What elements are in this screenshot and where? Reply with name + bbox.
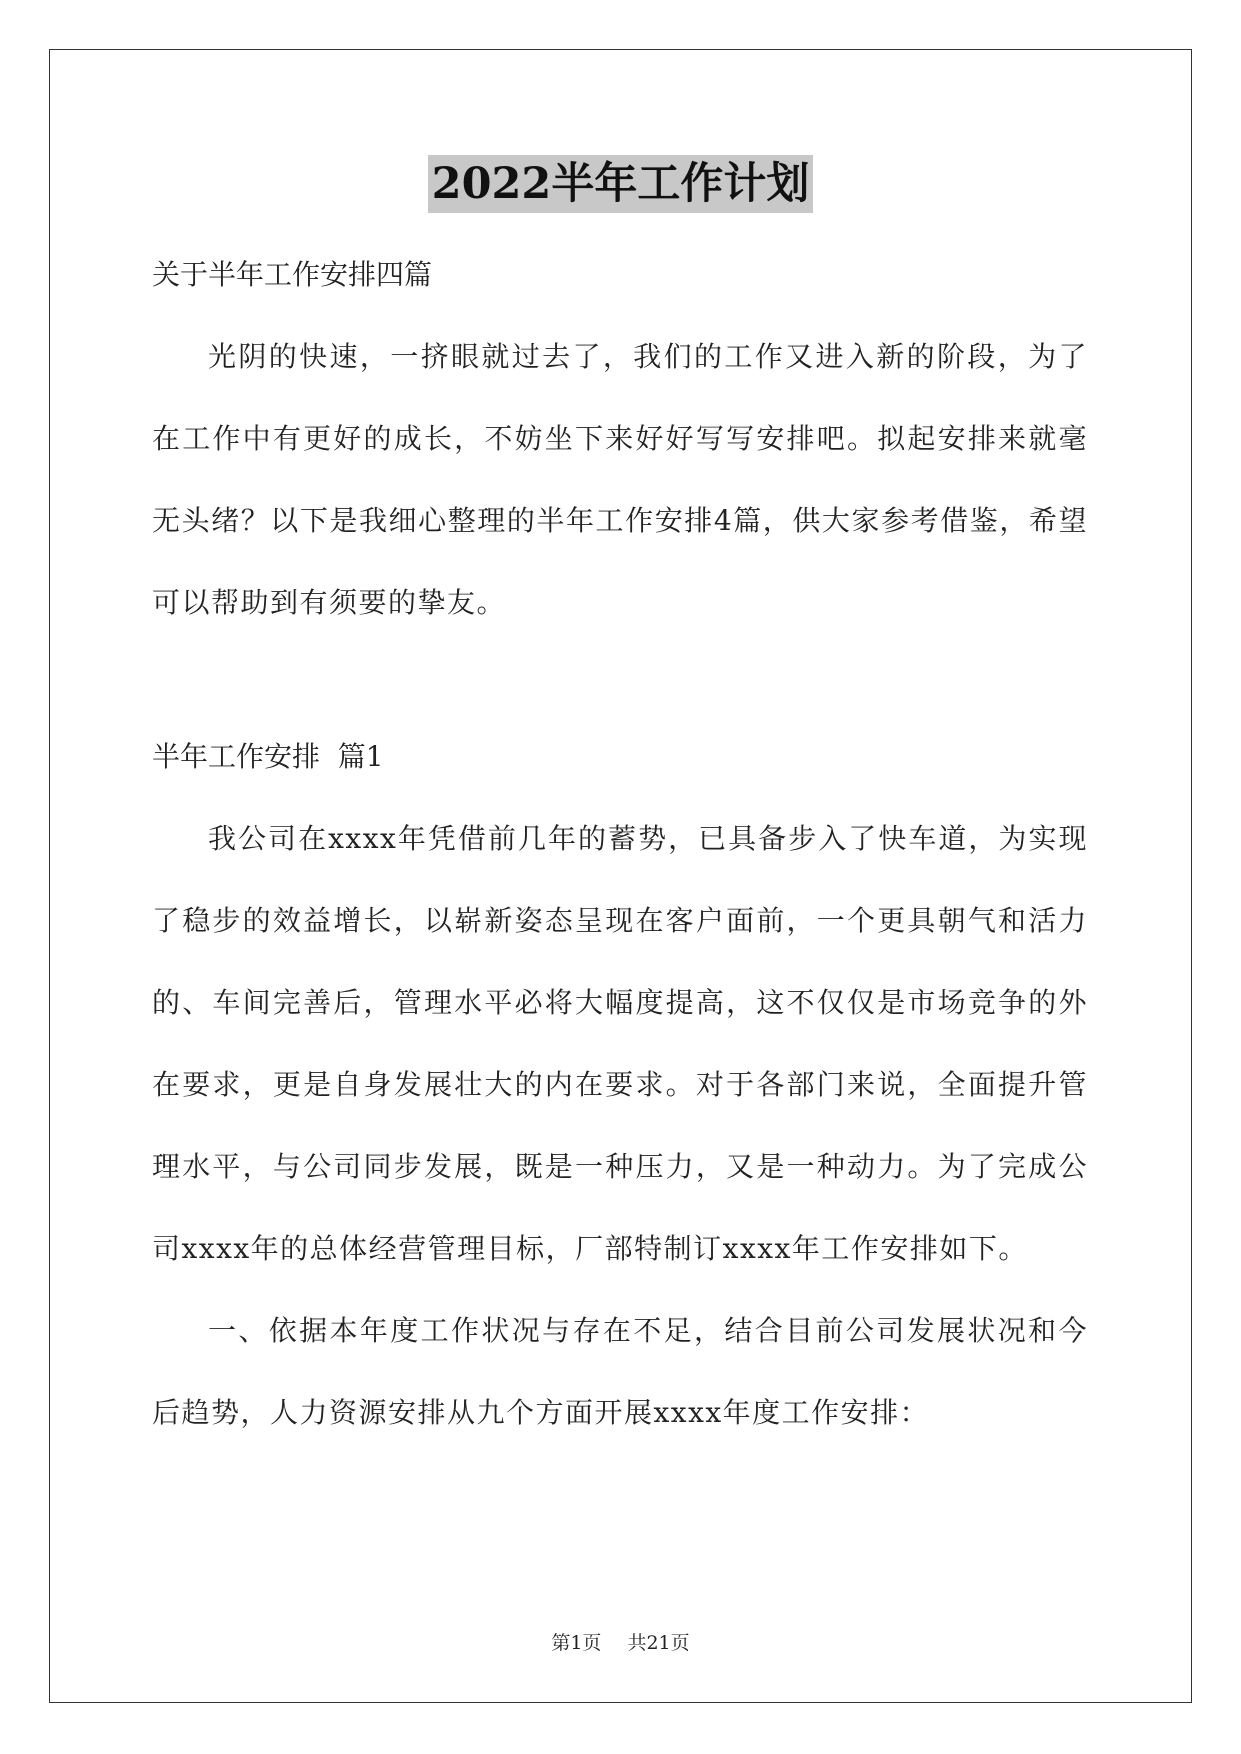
document-subtitle: 关于半年工作安排四篇 [152,258,433,291]
document-body [152,234,1088,1454]
section-heading: 半年工作安排 篇1 [152,740,384,773]
body-paragraph-1: 我公司在xxxx年凭借前几年的蓄势，已具备步入了快车道，为实现了稳步的效益增长，以崭新姿态呈现在客户面前，一个更具朝气和活力的、车间完善后，管理水平必将大幅度提高，这不仅仅是市场竞争的外在要求，更是自身发展壮大的内在要求。对于各部门来说，全面提升管理水平，与公司同步发展，既是一种压力，又是一种动力。为了完成公司xxxx年的总体经营管理目标，厂部特制订xxxx年工作安排如下。 [152,822,1088,1265]
title-container [0,155,1241,213]
page-number: 第1页 [551,1632,602,1654]
body-paragraph-2: 一、依据本年度工作状况与存在不足，结合目前公司发展状况和今后趋势，人力资源安排从九个方面开展xxxx年度工作安排： [152,1314,1088,1429]
intro-paragraph: 光阴的快速，一挤眼就过去了，我们的工作又进入新的阶段，为了在工作中有更好的成长，不妨坐下来好好写写安排吧。拟起安排来就毫无头绪？以下是我细心整理的半年工作安排4篇，供大家参考借鉴，希望可以帮助到有须要的挚友。 [152,340,1088,619]
document-title: 2022半年工作计划 [428,155,814,213]
page-total: 共21页 [627,1632,690,1654]
section-spacer [152,644,1088,716]
page-footer [0,1628,1241,1655]
